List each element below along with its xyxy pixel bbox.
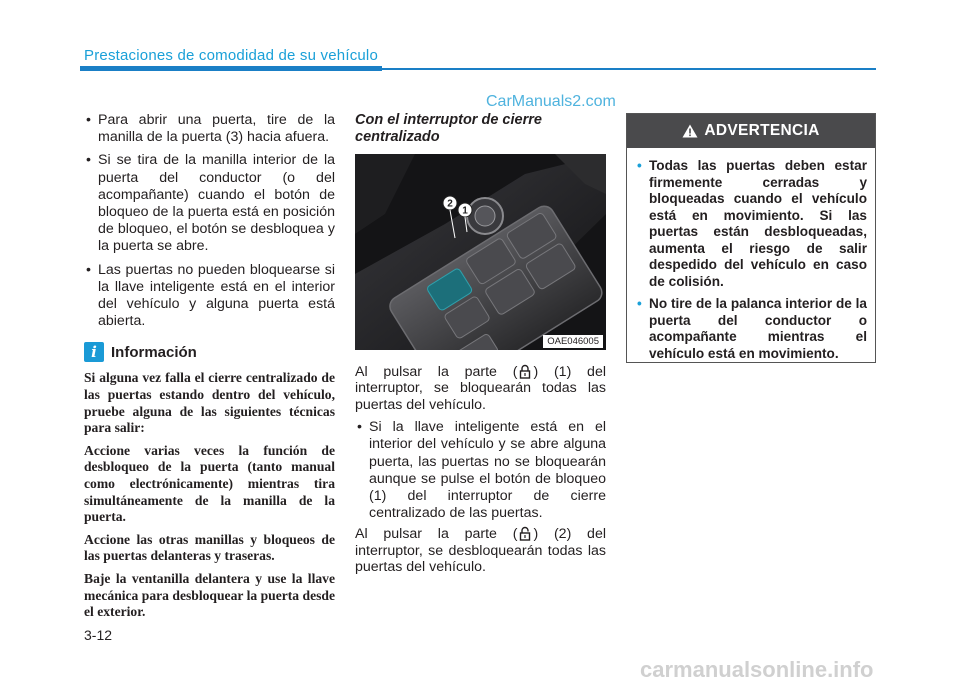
lock-open-icon [518,526,532,541]
watermark-bottom: carmanualsonline.info [640,657,874,682]
lock-paragraph-end: ) (1) del interruptor, se bloquearán todas las puertas del vehículo. [355,364,606,413]
section-header-title: Prestaciones de comodidad de su vehículo [84,47,379,64]
unlock-paragraph-start: Al pulsar la parte ( [355,526,518,543]
list-item: • Las puertas no pueden bloquearse si la llave inteligente está en el interior del vehículo y alguna puerta está abierta. [84,262,335,331]
list-item: • Todas las puertas deben estar firmemente cerradas y bloqueadas cuando el vehículo está en movimiento. Si las puertas están desbloqueadas, aumenta el riesgo de salir despedido del vehículo en caso de colisión. [637,158,867,290]
subsection-title: Con el interruptor de cierre centralizado [355,112,542,145]
list-item: • Para abrir una puerta, tire de la manilla de la puerta (3) hacia afuera. [84,112,335,146]
warning-triangle-icon [682,124,698,138]
photo-caption: OAE046005 [543,335,603,348]
watermark-top: CarManuals2.com [486,93,616,110]
door-switch-illustration [355,154,606,350]
info-paragraph: Accione varias veces la función de desbloqueo de la puerta (tanto manual como electrónicamente) mientras tira simultáneamente de la manilla de la puerta. [84,442,335,525]
header-rule [382,68,876,70]
callout-label-2: 2 [447,198,453,210]
warning-list [637,158,867,362]
info-heading [84,342,335,362]
warning-title: ADVERTENCIA [704,122,820,139]
info-paragraph: Si alguna vez falla el cierre centralizado de las puertas estando dentro del vehículo, pruebe alguna de las siguientes técnicas para salir: [84,370,335,436]
list-item: • No tire de la palanca interior de la puerta del conductor o acompañante mientras el vehículo está en movimiento. [637,296,867,362]
middle-bullet-list [355,419,606,522]
info-paragraph: Baje la ventanilla delantera y use la llave mecánica para desbloquear la puerta desde el exterior. [84,570,335,620]
warning-box [626,113,876,363]
door-switch-photo [355,154,606,350]
warning-body [627,148,875,362]
left-column [84,112,335,627]
info-icon: i [84,342,104,362]
callout-label-1: 1 [462,205,468,217]
list-item: • Si se tira de la manilla interior de la puerta del conductor (o del acompañante) cuando el botón de bloqueo de la puerta está en posición de bloqueo, el botón se desbloquea y la puerta se abre. [84,152,335,255]
info-paragraph: Accione las otras manillas y bloqueos de las puertas delanteras y traseras. [84,531,335,564]
info-title: Información [111,343,197,361]
lock-closed-icon [518,364,532,379]
unlock-paragraph-end: ) (2) del interruptor, se desbloquearán todas las puertas del vehículo. [355,526,606,576]
warning-header [627,114,875,148]
header-accent-bar [80,66,382,71]
lock-paragraph [355,364,606,413]
left-bullet-list [84,112,335,330]
page-number: 3-12 [84,627,113,643]
lock-paragraph-start: Al pulsar la parte ( [355,364,518,380]
unlock-paragraph [355,526,606,575]
middle-column [355,112,606,582]
list-item: • Si la llave inteligente está en el interior del vehículo y se abre alguna puerta, las puertas no se bloquearán aunque se pulse el botón de bloqueo (1) del interruptor de cierre centralizado de las puertas. [355,419,606,522]
